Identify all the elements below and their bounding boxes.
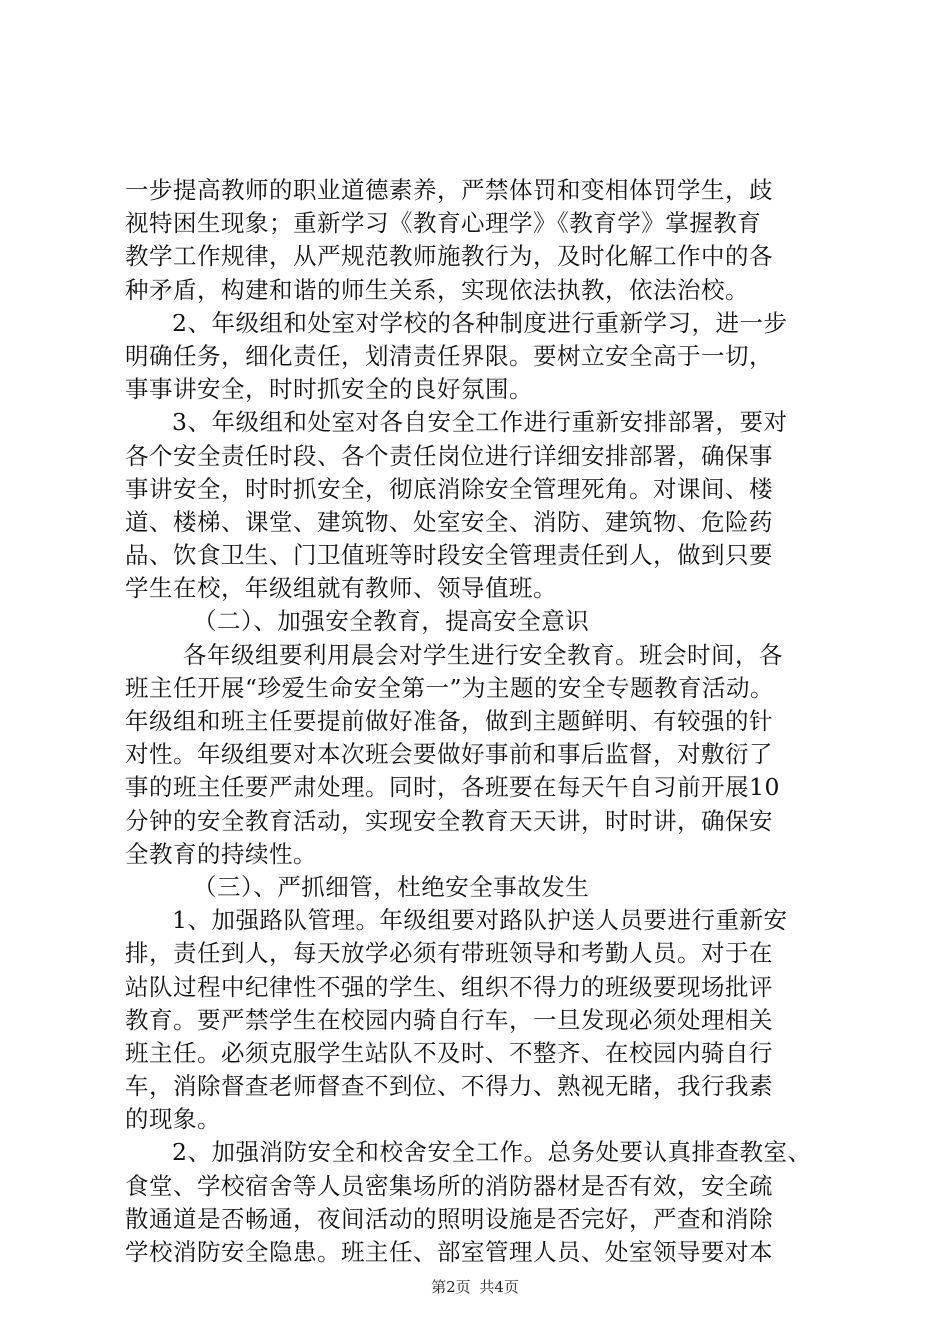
text-line: 食堂、学校宿舍等人员密集场所的消防器材是否有效，安全疏	[125, 1171, 773, 1200]
section-heading: （二）、加强安全教育，提高安全意识	[193, 607, 590, 636]
text-line: 学校消防安全隐患。班主任、部室管理人员、处室领导要对本	[125, 1238, 773, 1266]
text-line: 明确任务，细化责任，划清责任界限。要树立安全高于一切，	[125, 341, 773, 370]
text-line: 各个安全责任时段、各个责任岗位进行详细安排部署，确保事	[125, 441, 773, 470]
text-line: 排，责任到人，每天放学必须有带班领导和考勤人员。对于在	[125, 939, 773, 968]
text-line: 教学工作规律，从严规范教师施教行为，及时化解工作中的各	[125, 242, 773, 271]
text-line: 品、饮食卫生、门卫值班等时段安全管理责任到人，做到只要	[125, 541, 773, 570]
text-line: 的现象。	[125, 1105, 221, 1134]
text-line: 道、楼梯、课堂、建筑物、处室安全、消防、建筑物、危险药	[125, 507, 773, 536]
text-line: 年级组和班主任要提前做好准备，做到主题鲜明、有较强的针	[125, 707, 773, 735]
text-line: 全教育的持续性。	[125, 839, 317, 868]
page-total: 共4页	[479, 1278, 519, 1296]
page-footer	[0, 1276, 950, 1297]
text-line: 分钟的安全教育活动，实现安全教育天天讲，时时讲，确保安	[125, 806, 773, 835]
text-line: 事事讲安全，时时抓安全的良好氛围。	[125, 375, 533, 404]
paragraph-start-line: 1、加强路队管理。年级组要对路队护送人员要进行重新安	[172, 906, 788, 935]
text-line: 班主任。必须克服学生站队不及时、不整齐、在校园内骑自行	[125, 1038, 773, 1067]
paragraph-start-line: 各年级组要利用晨会对学生进行安全教育。班会时间，各	[183, 640, 783, 669]
text-line: 学生在校，年级组就有教师、领导值班。	[125, 574, 557, 603]
document-body	[125, 174, 825, 1269]
text-line: 一步提高教师的职业道德素养，严禁体罚和变相体罚学生，歧	[125, 176, 773, 204]
text-line: 班主任开展“珍爱生命安全第一”为主题的安全专题教育活动。	[125, 673, 775, 702]
text-line: 站队过程中纪律性不强的学生、组织不得力的班级要现场批评	[125, 972, 773, 1001]
text-line: 车，消除督查老师督查不到位、不得力、熟视无睹，我行我素	[125, 1072, 773, 1101]
text-line: 对性。年级组要对本次班会要做好事前和事后监督，对敷衍了	[125, 740, 773, 769]
section-heading: （三）、严抓细管，杜绝安全事故发生	[193, 872, 590, 901]
paragraph-start-line: 3、年级组和处室对各自安全工作进行重新安排部署，要对	[172, 408, 788, 437]
text-line: 事讲安全，时时抓安全，彻底消除安全管理死角。对课间、楼	[125, 474, 773, 503]
paragraph-start-line: 2、年级组和处室对学校的各种制度进行重新学习，进一步	[172, 308, 788, 337]
text-line: 教育。要严禁学生在校园内骑自行车，一旦发现必须处理相关	[125, 1005, 773, 1034]
text-line: 事的班主任要严肃处理。同时，各班要在每天午自习前开展10	[125, 773, 780, 802]
text-line: 散通道是否畅通，夜间活动的照明设施是否完好，严查和消除	[125, 1204, 773, 1233]
paragraph-start-line: 2、加强消防安全和校舍安全工作。总务处要认真排查教室、	[172, 1138, 812, 1167]
text-line: 种矛盾，构建和谐的师生关系，实现依法执教，依法治校。	[125, 275, 749, 304]
text-line: 视特困生现象；重新学习《教育心理学》《教育学》掌握教育	[125, 209, 762, 238]
page-number: 第2页	[431, 1278, 471, 1296]
